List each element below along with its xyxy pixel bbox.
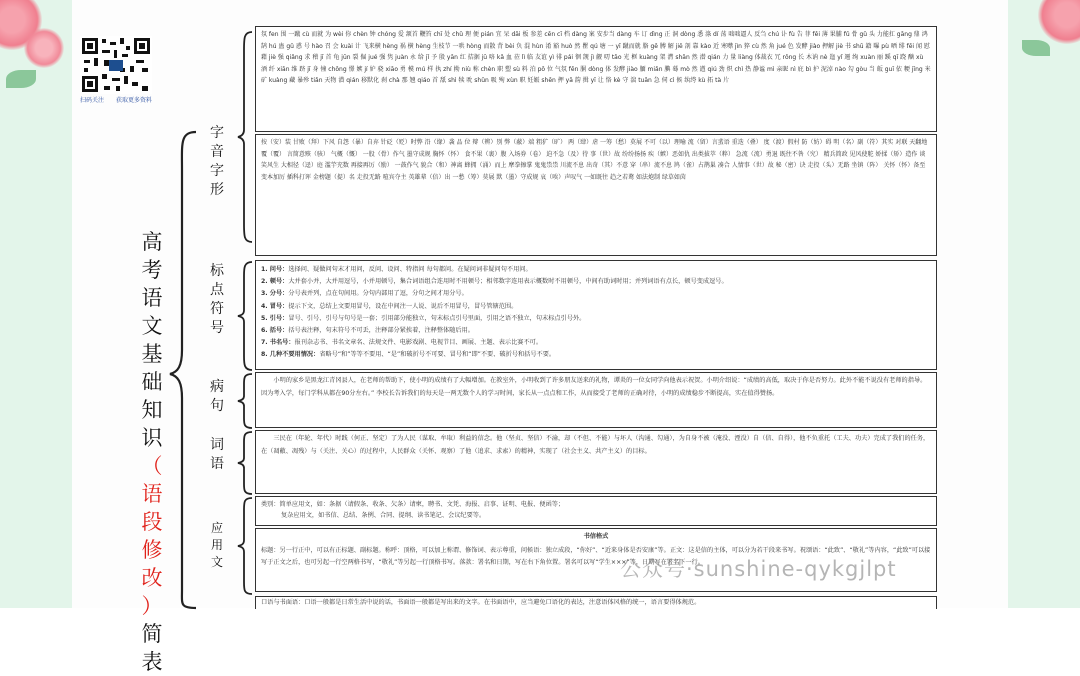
box-bing-ju <box>255 372 937 428</box>
zi-xing-text: 按（安）装 甘败（拜）下风 自怨（暴）自弃 针砭（贬）时弊 沿（缘）袭 品 位 辩（辨）别 弊（蔽）端 粗犷（旷） 两（肆）虐 一筹（愁）莫展 不可（以）理喻 流（留）言蜚语 重迭（叠） 度（渡）假村 防（妨）碍 明（名）副（符）其实 对联 天翻地覆（覆） 言简意赅（骇） 气概（慨） 一股（骨）作气 墨守成规 胸怀（怀） 食不果（裹）腹 入场券（卷） 迫不急（及）待 事（世）故 纷纷扬扬 疾（嫉）恶如仇 出类拔萃（粹） 急流（流）勇退 既往不咎（究） 精兵简政 见风使舵 娇揉（矫）造作 谈笑风生 大相径（迳）庭 滥竽充数 再接再厉（励） 一鼓作气 貌合（和）神离 蜂拥（涌）而上 摩拳擦掌 鬼鬼祟祟 川流不息 出奇（其）不意 穿（串）流不息 鸠（雀）占鹊巢 凑合 人情事（世）故 秘（密）诀 走投（头）无路 坐镇（阵） 关怀（怀）备至 变本加厉 插科打诨 金榜题（提）名 走投无路 喧宾夺主 英雄辈（倍）出 一愁（筹）莫展 默（墨）守成规 哀（唉）声叹气 一如既往 趋之若鹜 如法炮制 绿草如茵 <box>261 139 928 181</box>
item-text: 大并套小并，大并用逗号，小并用顿号，集合词语组合连用时不用顿号；相邻数字连用表示概数时不用顿号，中间有助词时用；并列词语有点长，顿号变成逗号。 <box>288 278 728 286</box>
flower-decoration <box>1038 0 1080 44</box>
ying-yong-line: 复杂应用文，如书信、总结、条例、合同、提纲、读书笔记、会议纪要等。 <box>281 512 486 519</box>
watermark-text: 公众号·sunshine-qykgjlpt <box>620 557 897 581</box>
category-ci-yu <box>206 436 228 474</box>
biao-dian-item <box>261 325 931 337</box>
ying-yong-text <box>256 497 936 523</box>
left-decor-panel <box>0 0 72 608</box>
item-label: 6. 括号： <box>261 327 289 335</box>
category-char: 号 <box>210 320 224 336</box>
biao-dian-item <box>261 313 931 325</box>
category-char: 语 <box>210 456 224 472</box>
category-char: 标 <box>210 263 224 279</box>
ci-yu-text: 三民在（年轮、年代）时践（何正、坚定）了为人民（谋取、牟取）利益的信念。他（坚贞、坚信）不渝，却（不但、不能）与坏人（沟通、勾通），为自身不被（淹没、湮没）自（信、自得），他不负重托（工夫、功夫）完成了我们的任务，在（凋敝、凋残）与（关注、关心）的过程中，人民群众（关怀、观察）了他（追求、求索）的精神，实现了（社会主义、共产主义）的目标。 <box>261 435 930 455</box>
title-char: 基 <box>141 342 163 366</box>
bing-ju-text: 小明的家乡是黑龙江青冈县人，在老师的帮助下，使小明的成绩有了大幅增加。在教室外，小明收到了许多朋友送来的礼物，谭炎的一位女同学向他表示祝贺。小明介绍说：“成绩的高低，取决于你是否努力。此外不能不说没有老师的指导。因为考入学，每门学科从都在90分左右。” 李校长告诉我们的每天是一两无数个人的学习时间，家长从一点点和工作，从而接受了老师的正确对待，小明的成绩稳步不断提高，实在值得赞扬。 <box>261 377 927 397</box>
title-char: （ <box>141 454 163 478</box>
category-char: 音 <box>210 144 224 160</box>
title-char: 段 <box>141 510 163 534</box>
item-text: 报刊杂志书、书名文章名、法规文件、电影戏剧、电视节目、画展、主题、表示比赛不可。 <box>294 339 543 347</box>
ying-yong-line: 类别：简单应用文，如：条据（请假条、收条、欠条）请柬，聘书、文凭、海报、启事、证明、电报、便函等； <box>261 501 565 508</box>
category-ying-yong-wen <box>206 520 228 571</box>
bottom-text: 口语与书面语：口语一般都是日常生活中说的话，书面语一般都是写出来的文字。在书面语中，应当避免口语化的表达，注意语体风格的统一，语言要得体规范。 <box>261 599 701 606</box>
biao-dian-item <box>261 288 931 300</box>
brace-bing-ju <box>236 372 254 430</box>
box-ci-yu <box>255 430 937 494</box>
title-char: 语 <box>141 482 163 506</box>
title-char: 改 <box>141 566 163 590</box>
brace-ci-yu <box>236 430 254 496</box>
qr-caption <box>80 95 152 104</box>
category-zi-yin-zi-xing <box>206 124 228 200</box>
title-char: 简 <box>141 622 163 646</box>
zi-yin-text: 氛 fen 围 一蹴 cù 而就 为 wèi 你 chèn 钟 chóng 爱 颔首 鞭笞 chī 处 chǔ 理 便 pián 宜 呆 dāi 板 参差 cēn cī 档 dàng 案 安步当 dàng 车 订 dìng 正 洞 dòng 悉 涤 dí 荡 咄咄逼人 反刍 chú 讣 fù 告 菲 fěi 薄 果脯 fǔ 骨 gǔ 头 力能扛 gāng 鼎 鸿鹄 hú 蛊 gǔ 惑 号 hào 召 会 kuài 计 飞来横 hèng 祸 横 hèng 生枝节 一哄 hòng 而散 背 bèi 负 混 hùn 淆 豁 huò 然 瞿 qú 塘 一 yī 蹴而就 胳 gē 膊 解 jiě 剖 靠 kào 近 寒噤 jìn 猝 cù 然 角 jué 色 发酵 jiào 押解 jiè 书 shū 籍 曝 pù 晒 绯 fēi 闻 慰藉 jiè 强 qiǎng 求 稽 jī 首 龟 jūn 裂 倔 jué 强 隽 juàn 永 给 jǐ 予 殷 yān 红 拮据 jū 咯 kǎ 血 莅 lì 临 友谊 yì 徘 pái 徊 觊 jì 觎 叨 tāo 光 框 kuàng 架 潸 shān 然 潜 qián 力 量 liàng 体裁衣 冗 rǒng 长 木讷 nè 迤 yǐ 逦 绚 xuàn 丽 蹊 qī 跷 酗 xù 酒 纤 xiān 维 跻 jī 身 憧 chōng 憬 嫉 jí 妒 骁 xiāo 勇 模 mú 样 执 zhí 拗 niù 称 chèn 职 塑 sù 料 泊 pō 位 气氛 fēn 胴 dòng 体 发酵 jiào 腼 miǎn 腆 蓦 mò 然 遒 qiú 劲 炽 chì 热 静谧 mì 亲昵 nì 庇 bì 护 泥淖 nào 勾 gòu 当 皈 guī 依 粳 jīng 米 矿 kuàng 藏 暴殄 tiǎn 天物 潜 qián 移默化 刹 chà 那 翘 qiáo 首 舐 shì 犊 吮 shǔn 吸 殉 xùn 职 妊娠 shēn 押 yā 韵 揖 yī 让 恪 kè 守 湍 tuān 急 伺 cì 候 纨绔 kù 拓 tà 片 <box>261 31 931 84</box>
item-text: 选择问、疑做问句末才用问，反问、设问、特指问 每句都问。在疑问词非疑问句不用问。 <box>288 266 532 273</box>
category-char: 词 <box>210 437 224 453</box>
category-char: 病 <box>210 379 224 395</box>
item-label: 5. 引号： <box>261 314 289 322</box>
brace-zi-yin <box>236 30 254 244</box>
item-text: 分号表并列，点在句间用。分句内部用了逗，分句之间才用分号。 <box>288 290 468 298</box>
item-label: 7. 书名号： <box>261 339 295 347</box>
category-char: 符 <box>210 301 224 317</box>
title-char: 修 <box>141 538 163 562</box>
box-bottom <box>255 596 937 609</box>
category-biao-dian <box>206 262 228 338</box>
document-title <box>132 228 172 676</box>
shu-xin-text: 标题：另一行正中，可以有正标题、副标题。称呼：顶格，可以加上称谓、修饰词、表示尊重，问候语：独立成段，“你好”、“近来身体是否安康”等。正文：这是信的主体，可以分为若干段来书写。祝颂语：“此致”、“敬礼”等内容，“此致”可以接写于正文之后，也可另起一行空两格书写，“敬礼”等另起一行顶格书写。落款：署名和日期，写在右下角位置。署名可以写“学生×××”等，日期写在署名下一行。 <box>261 547 931 566</box>
shu-xin-title: 书信格式 <box>583 533 609 540</box>
biao-dian-item <box>261 337 931 349</box>
brace-biao-dian <box>236 260 254 372</box>
item-text: 省略号“和”等等不要用、“是”和破折号不可要、冒号和“即”不要、破折号和括号不要。 <box>319 351 556 359</box>
category-char: 句 <box>210 398 224 414</box>
biao-dian-item <box>261 264 931 276</box>
title-char: 高 <box>141 230 163 254</box>
biao-dian-list <box>256 261 936 364</box>
category-char: 点 <box>210 282 224 298</box>
title-char: 语 <box>141 286 163 310</box>
title-char: 知 <box>141 398 163 422</box>
flower-decoration <box>24 28 64 68</box>
box-biao-dian <box>255 260 937 370</box>
title-char: 识 <box>141 426 163 450</box>
category-bing-ju <box>206 378 228 416</box>
box-zi-yin <box>255 26 937 132</box>
brace-ying-yong <box>236 496 254 596</box>
category-char: 字 <box>210 163 224 179</box>
title-char: 文 <box>141 314 163 338</box>
biao-dian-item <box>261 349 931 361</box>
qr-code <box>80 36 152 94</box>
title-char: ） <box>141 594 163 618</box>
leaf-decoration <box>6 70 36 88</box>
item-text: 冒号、引号、引号与句号是一套；引用部分能独立，句末标点引号里面，引用之语不独立，句末标点引号外。 <box>288 314 586 322</box>
category-char: 形 <box>210 182 224 198</box>
main-brace <box>168 130 198 610</box>
qr-caption-left: 扫码关注 <box>80 97 105 104</box>
biao-dian-item <box>261 301 931 313</box>
category-char: 字 <box>210 125 224 141</box>
item-label: 8. 几种不要用情况： <box>261 351 320 359</box>
leaf-decoration <box>1022 40 1050 56</box>
box-ying-yong-wen <box>255 496 937 526</box>
item-label: 2. 顿号： <box>261 278 289 286</box>
title-char: 考 <box>141 258 163 282</box>
title-char: 础 <box>141 370 163 394</box>
item-text: 提示下文，总结上文要用冒号，设在中间注一人说、说后不用冒号，冒号管辖范围。 <box>288 302 518 310</box>
qr-caption-right: 获取更多资料 <box>115 97 152 104</box>
category-char: 文 <box>210 555 223 569</box>
box-zi-xing <box>255 134 937 256</box>
biao-dian-item <box>261 276 931 288</box>
item-label: 4. 冒号： <box>261 302 289 310</box>
right-decor-panel <box>1008 0 1080 608</box>
category-char: 用 <box>210 538 223 552</box>
item-label: 1. 问号： <box>261 266 289 273</box>
title-char: 表 <box>141 650 163 674</box>
item-text: 括号表注释，句末符号不可丢，注释部分紧挨着，注释整体随后用。 <box>288 327 474 335</box>
category-char: 应 <box>210 521 223 535</box>
item-label: 3. 分号： <box>261 290 289 298</box>
